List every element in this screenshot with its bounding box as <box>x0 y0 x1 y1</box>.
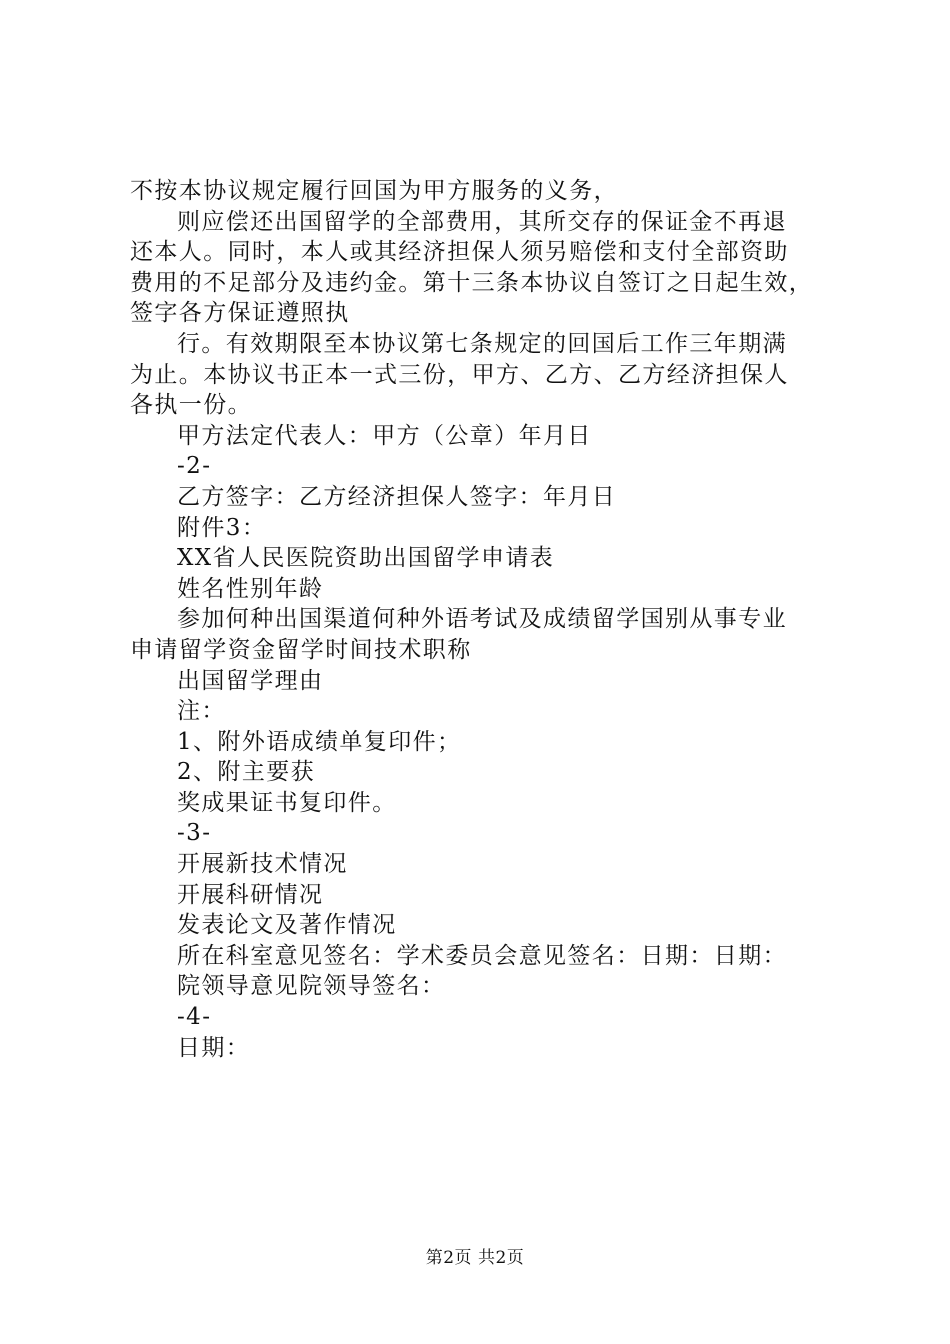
text-line: -4- <box>177 1004 212 1031</box>
text-line: 为止。本协议书正本一式三份，甲方、乙方、乙方经济担保人 <box>130 361 789 388</box>
page-footer: 第2页 共2页 <box>425 1248 525 1268</box>
text-line: 开展新技术情况 <box>177 851 348 878</box>
text-line: 出国留学理由 <box>177 667 324 694</box>
text-line: 各执一份。 <box>130 392 252 419</box>
text-line: XX省人民医院资助出国留学申请表 <box>177 545 555 572</box>
text-line: 附件3： <box>177 514 267 541</box>
text-line: -2- <box>177 453 212 480</box>
text-line: 行。有效期限至本协议第七条规定的回国后工作三年期满 <box>177 330 787 357</box>
text-line: 开展科研情况 <box>177 881 324 908</box>
text-line: 不按本协议规定履行回国为甲方服务的义务， <box>130 178 618 204</box>
text-line: 还本人。同时，本人或其经济担保人须另赔偿和支付全部资助 <box>130 239 789 266</box>
text-line: 签字各方保证遵照执 <box>130 300 350 327</box>
text-line: 1、附外语成绩单复印件； <box>177 728 462 755</box>
text-line: 日期： <box>177 1034 251 1061</box>
text-line: 姓名性别年龄 <box>177 575 324 602</box>
text-line: 申请留学资金留学时间技术职称 <box>130 636 472 663</box>
document-body <box>130 176 842 1063</box>
text-line: 参加何种出国渠道何种外语考试及成绩留学国别从事专业 <box>177 606 787 633</box>
text-line: 奖成果证书复印件。 <box>177 789 397 816</box>
text-line: 注： <box>177 698 226 725</box>
text-line: 2、附主要获 <box>177 759 316 786</box>
text-line: 则应偿还出国留学的全部费用，其所交存的保证金不再退 <box>177 208 787 235</box>
text-line: 发表论文及著作情况 <box>177 912 397 939</box>
text-line: 院领导意见院领导签名： <box>177 973 446 1000</box>
text-line: 所在科室意见签名：学术委员会意见签名：日期：日期： <box>177 942 787 969</box>
text-line: 甲方法定代表人：甲方（公章）年月日 <box>177 422 592 449</box>
text-line: 乙方签字：乙方经济担保人签字：年月日 <box>177 483 617 510</box>
text-line: 费用的不足部分及违约金。第十三条本协议自签订之日起生效， <box>130 269 814 296</box>
text-line: -3- <box>177 820 212 847</box>
